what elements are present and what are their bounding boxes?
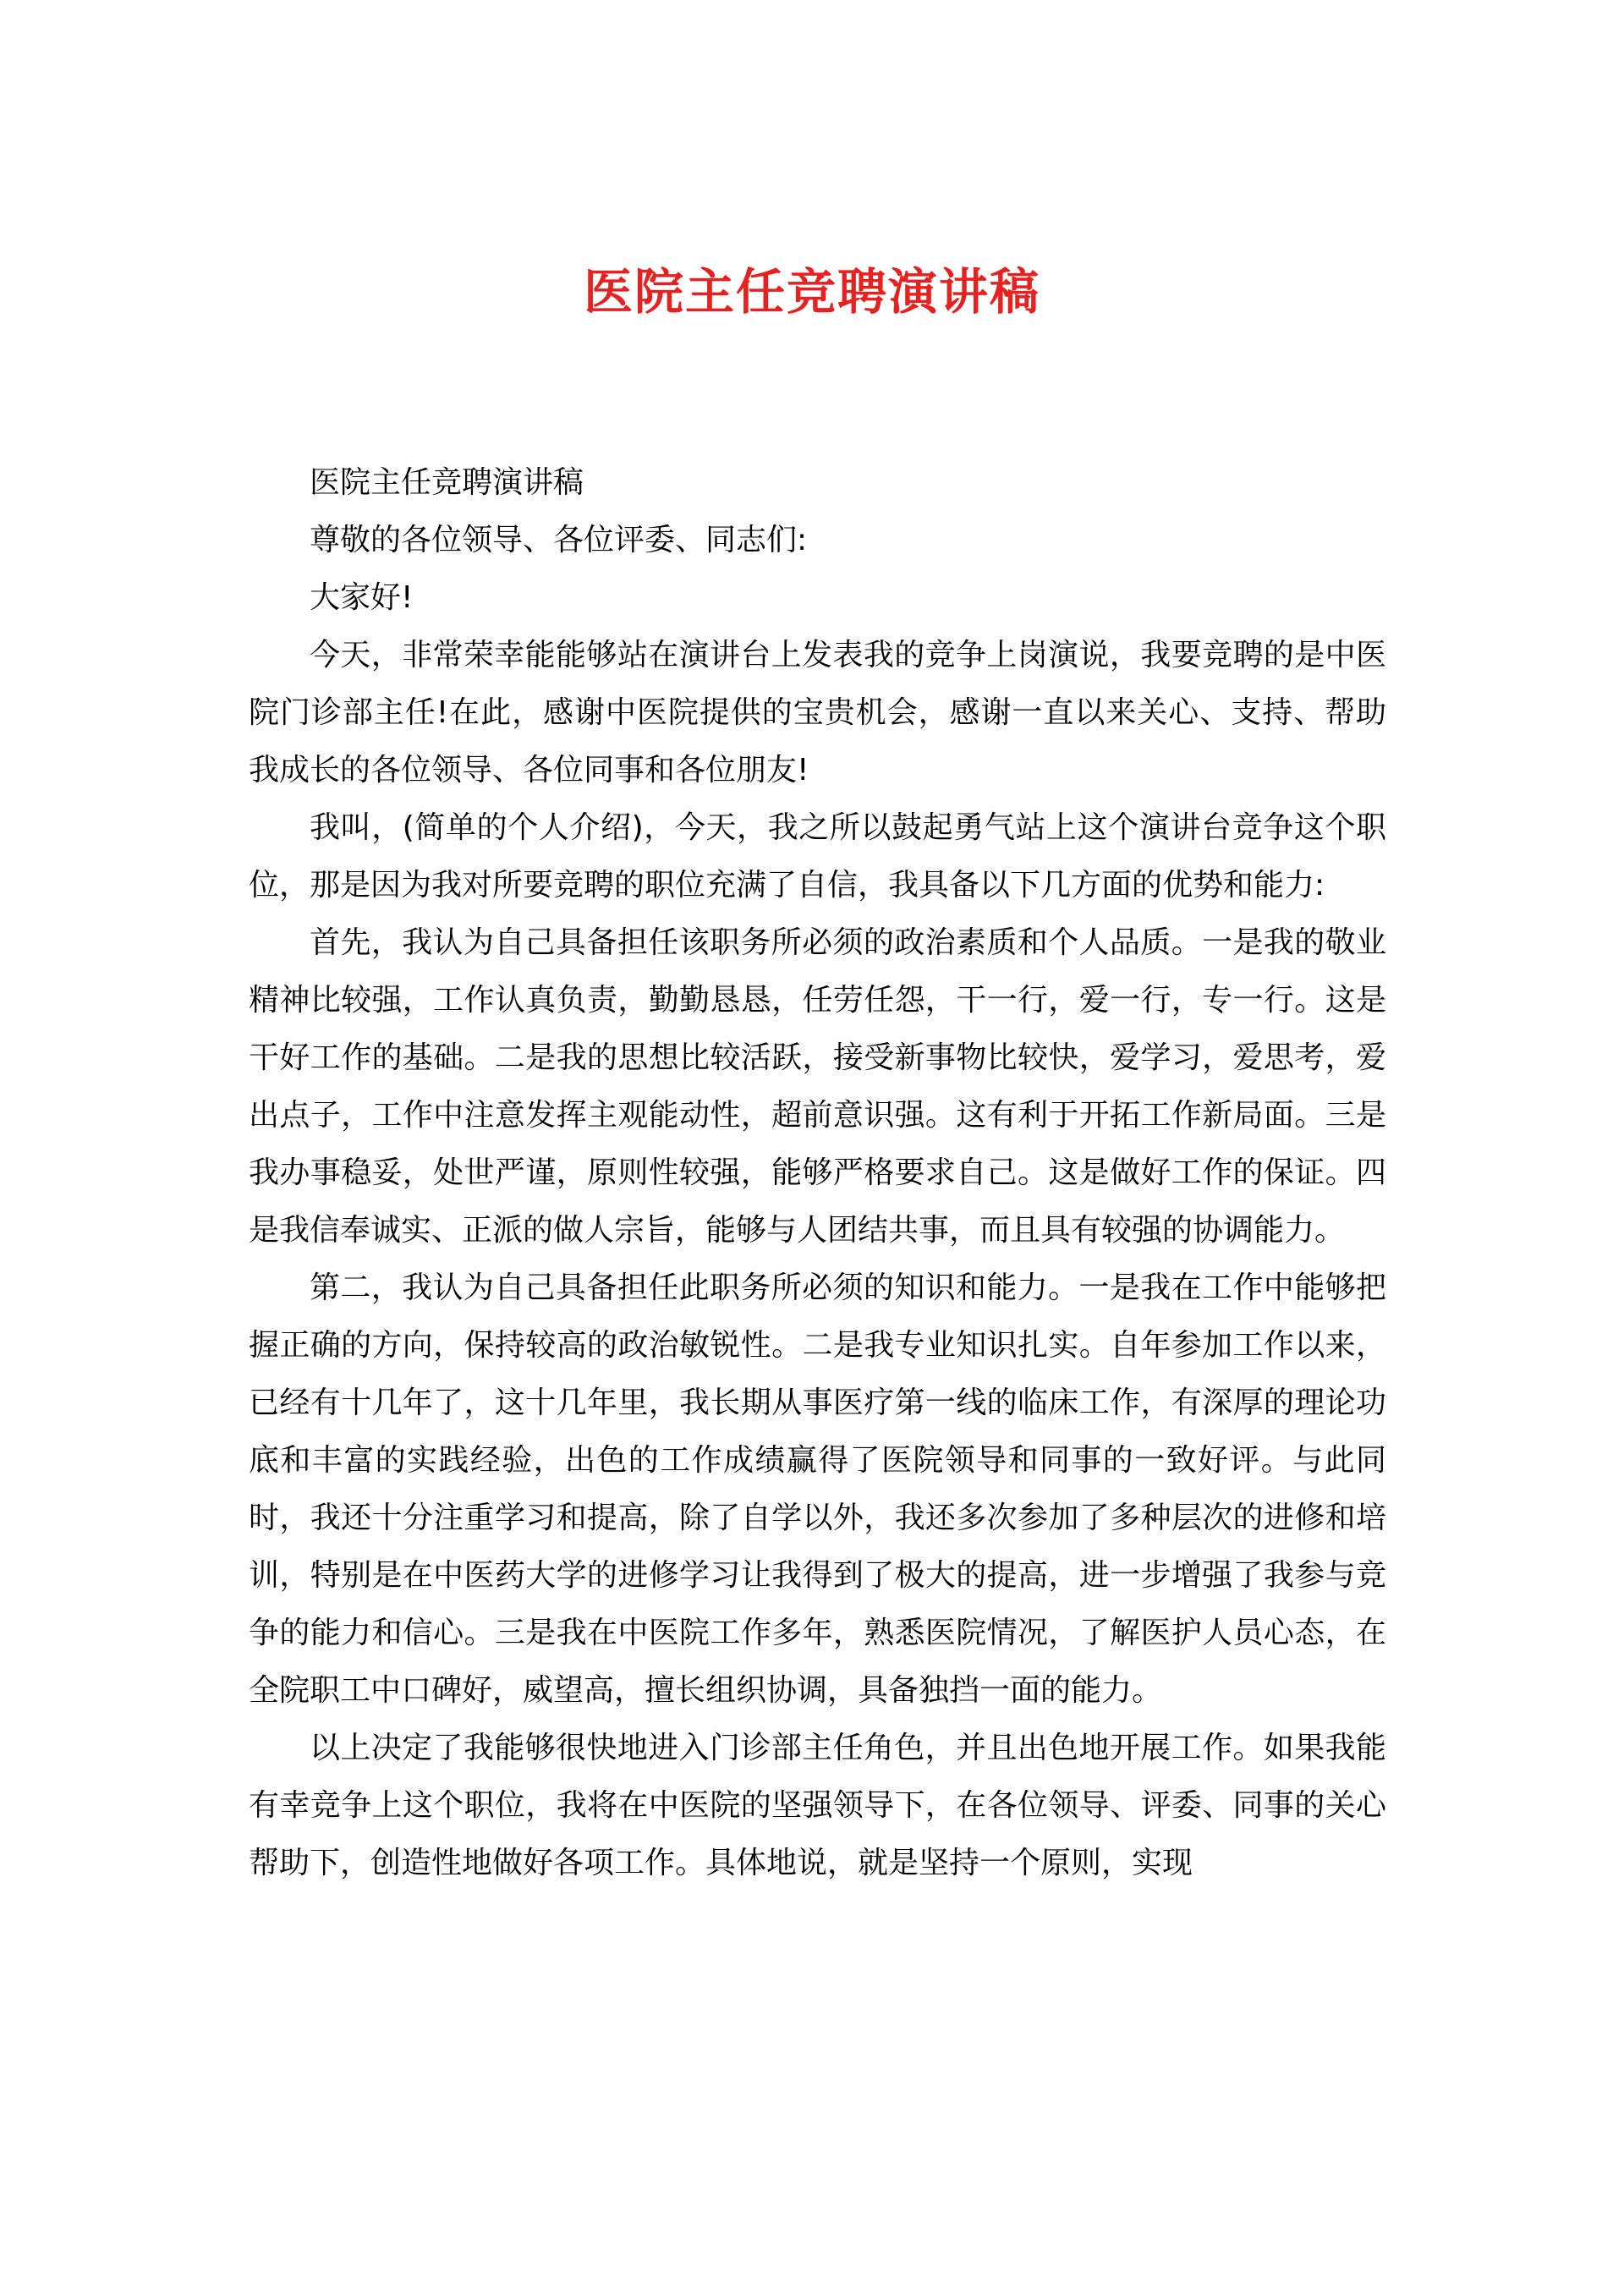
paragraph-opening: 今天，非常荣幸能能够站在演讲台上发表我的竞争上岗演说，我要竞聘的是中医院门诊部主任!在此，感谢中医院提供的宝贵机会，感谢一直以来关心、支持、帮助我成长的各位领导、各位同事和各位朋友! xyxy=(249,638,1386,788)
document-body xyxy=(249,454,1386,1892)
paragraph-introduction: 我叫，(简单的个人介绍)，今天，我之所以鼓起勇气站上这个演讲台竞争这个职位，那是因为我对所要竞聘的职位充满了自信，我具备以下几方面的优势和能力: xyxy=(249,810,1386,903)
paragraph-heading: 医院主任竞聘演讲稿 xyxy=(310,465,584,500)
paragraph-salutation: 尊敬的各位领导、各位评委、同志们: xyxy=(310,523,808,557)
document-title: 医院主任竞聘演讲稿 xyxy=(583,263,1040,321)
paragraph-second-point: 第二，我认为自己具备担任此职务所必须的知识和能力。一是我在工作中能够把握正确的方向，保持较高的政治敏锐性。二是我专业知识扎实。自年参加工作以来，已经有十几年了，这十几年里，我长期从事医疗第一线的临床工作，有深厚的理论功底和丰富的实践经验，出色的工作成绩赢得了医院领导和同事的一致好评。与此同时，我还十分注重学习和提高，除了自学以外，我还多次参加了多种层次的进修和培训，特别是在中医药大学的进修学习让我得到了极大的提高，进一步增强了我参与竞争的能力和信心。三是我在中医院工作多年，熟悉医院情况，了解医护人员心态，在全院职工中口碑好，威望高，擅长组织协调，具备独挡一面的能力。 xyxy=(249,1270,1386,1708)
paragraph-conclusion: 以上决定了我能够很快地进入门诊部主任角色，并且出色地开展工作。如果我能有幸竞争上这个职位，我将在中医院的坚强领导下，在各位领导、评委、同事的关心帮助下，创造性地做好各项工作。具体地说，就是坚持一个原则，实现 xyxy=(249,1731,1386,1880)
paragraph-first-point: 首先，我认为自己具备担任该职务所必须的政治素质和个人品质。一是我的敬业精神比较强，工作认真负责，勤勤恳恳，任劳任怨，干一行，爱一行，专一行。这是干好工作的基础。二是我的思想比较活跃，接受新事物比较快，爱学习，爱思考，爱出点子，工作中注意发挥主观能动性，超前意识强。这有利于开拓工作新局面。三是我办事稳妥，处世严谨，原则性较强，能够严格要求自己。这是做好工作的保证。四是我信奉诚实、正派的做人宗旨，能够与人团结共事，而且具有较强的协调能力。 xyxy=(249,925,1386,1248)
paragraph-greeting: 大家好! xyxy=(310,580,414,615)
